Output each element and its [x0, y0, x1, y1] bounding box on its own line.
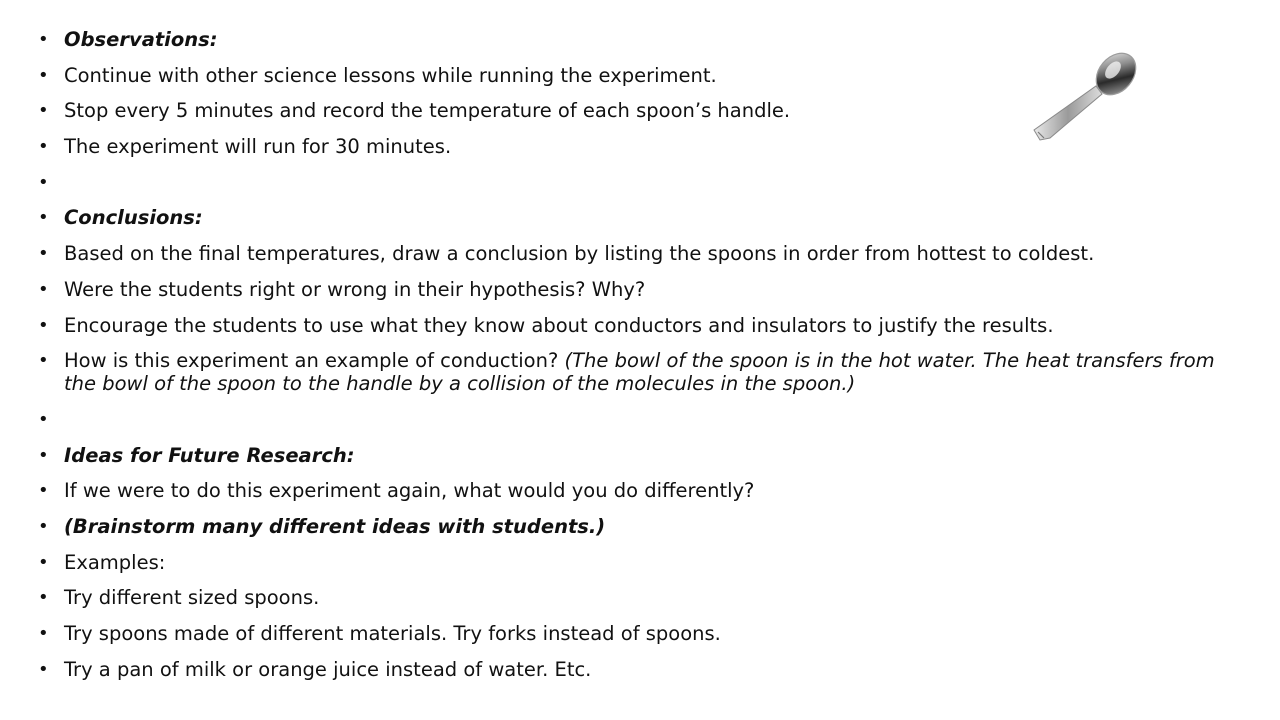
bullet-empty [36, 171, 1246, 194]
bullet-conduction-example: • How is this experiment an example of conduction? (The bowl of the spoon is in the hot water. The heat transfers from the bowl of the spoon to the handle by a collision of the molecules in the spoon.) [36, 349, 1246, 395]
bullet-observations-heading: • Observations: [36, 28, 1246, 51]
bullet-conductors-insulators: • Encourage the students to use what they know about conductors and insulators to justify the results. [36, 314, 1246, 337]
bullet-do-differently: • If we were to do this experiment again, what would you do differently? [36, 479, 1246, 502]
bullet-conclusions-heading: • Conclusions: [36, 206, 1246, 229]
bullet-materials: • Try spoons made of different materials. Try forks instead of spoons. [36, 622, 1246, 645]
bullet-brainstorm: • (Brainstorm many different ideas with students.) [36, 515, 1246, 538]
bullet-final-temperatures: • Based on the final temperatures, draw a conclusion by listing the spoons in order from hottest to coldest. [36, 242, 1246, 265]
bullet-stop-every-5-minutes: • Stop every 5 minutes and record the temperature of each spoon’s handle. [36, 99, 1246, 122]
bullet-continue-lessons: • Continue with other science lessons while running the experiment. [36, 64, 1246, 87]
bullet-experiment-duration: • The experiment will run for 30 minutes. [36, 135, 1246, 158]
spoon-icon [1024, 50, 1140, 146]
bullet-hypothesis: • Were the students right or wrong in their hypothesis? Why? [36, 278, 1246, 301]
bullet-milk-orange-juice: • Try a pan of milk or orange juice instead of water. Etc. [36, 658, 1246, 681]
bullet-future-research-heading: • Ideas for Future Research: [36, 444, 1246, 467]
bullet-empty [36, 408, 1246, 431]
bullet-examples-label: • Examples: [36, 551, 1246, 574]
conduction-explanation: (The bowl of the spoon is in the hot water. The heat transfers from the bowl of the spoon to the handle by a collision of the molecules in the spoon.) [64, 349, 1215, 396]
bullet-sized-spoons: • Try different sized spoons. [36, 586, 1246, 609]
